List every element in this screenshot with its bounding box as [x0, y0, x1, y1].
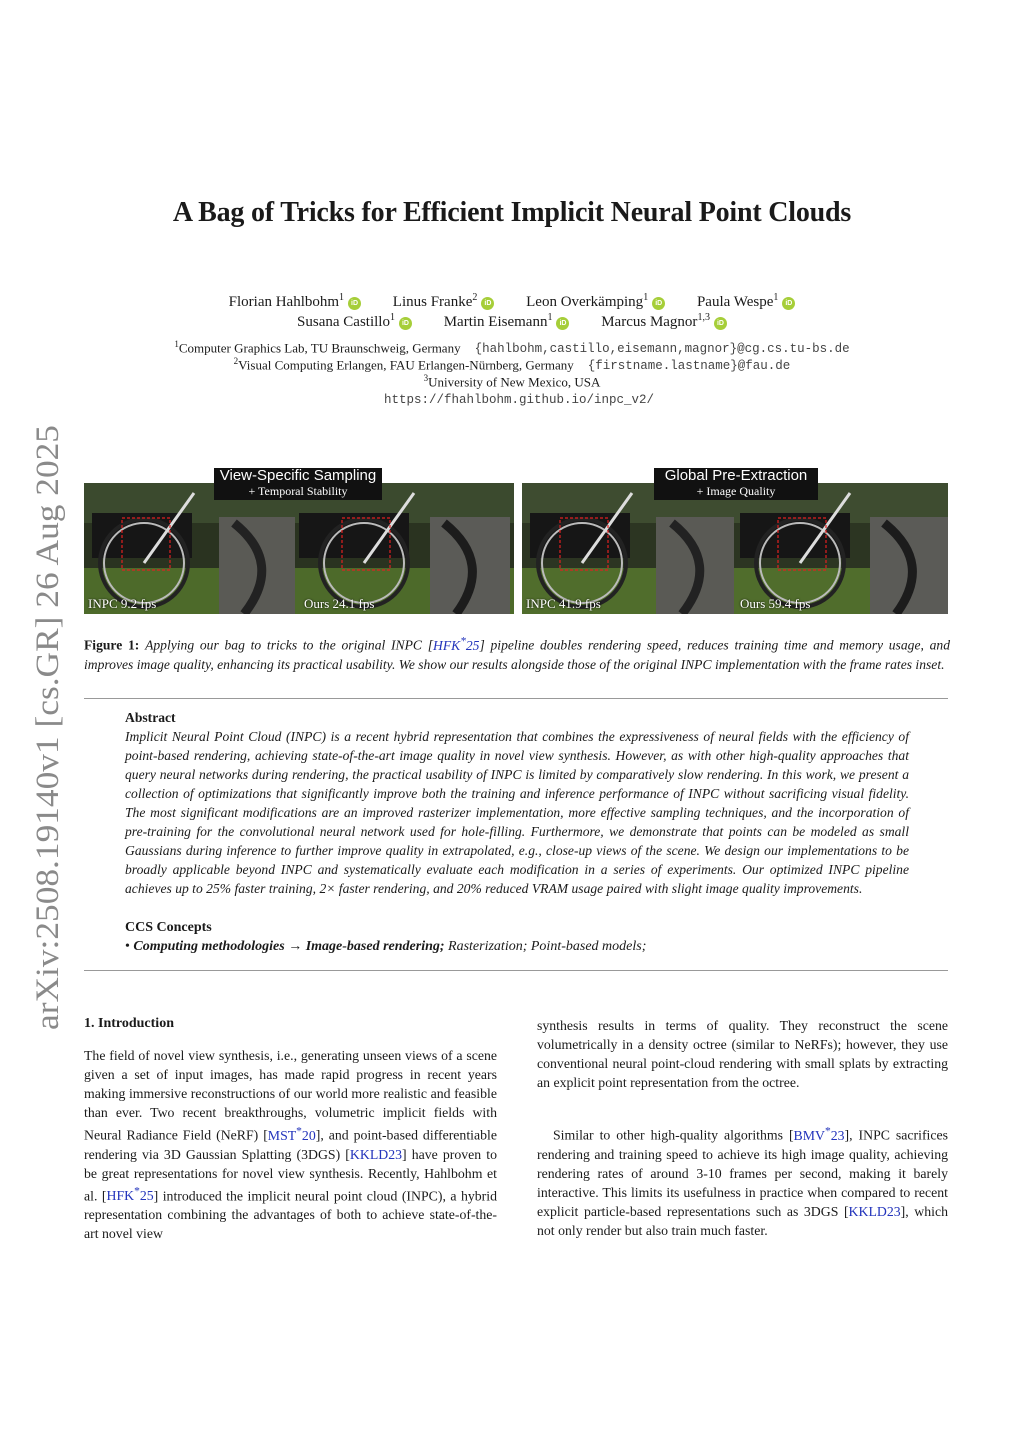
- orcid-icon[interactable]: iD: [481, 297, 494, 310]
- author: Marcus Magnor$^{1,3}$iD: [601, 312, 727, 331]
- orcid-icon[interactable]: iD: [556, 317, 569, 330]
- affiliation: $^1$Computer Graphics Lab, TU Braunschweig, Germany {hahlbohm,castillo,eisemann,magnor}@cg.cs.tu-bs.de: [174, 339, 850, 357]
- figure-right-header: Global Pre-Extraction + Image Quality: [654, 468, 818, 500]
- paragraph: synthesis results in terms of quality. They reconstruct the scene volumetrically in a density octree (similar to NeRFs); however, they use conventional neural point-cloud rendering with small splats by extracting an explicit point representation from the octree.: [537, 1018, 948, 1090]
- email: {firstname.lastname}@fau.de: [587, 359, 791, 374]
- affiliation: $^3$University of New Mexico, USA: [423, 373, 601, 390]
- author: Susana Castillo$^1$iD: [297, 312, 412, 331]
- fps-label: Ours 59.4 fps: [740, 596, 811, 611]
- figure-image-left: [84, 483, 514, 614]
- ccs-heading: CCS Concepts: [125, 920, 212, 935]
- abstract-text: Implicit Neural Point Cloud (INPC) is a recent hybrid representation that combines the expressiveness of neural fields with the efficiency of point-based rendering, achieving state-of-the-art image quality in novel view synthesis. However, as with other high-quality approaches that query neural networks during rendering, the practical usability of INPC is limited by comparatively slow rendering. In this work, we present a collection of optimizations that significantly improve both the training and inference performance of INPC without sacrificing visual fidelity. The most significant modifications are an improved rasterizer implementation, more effective sampling techniques, and the incorporation of pre-training for the convolutional neural network used for hole-filling. Furthermore, we demonstrate that points can be modeled as small Gaussians during inference to further improve quality in extrapolated, e.g., close-up views of the scene. We design our implementations to be broadly applicable beyond INPC and systematically evaluate each modification in a series of experiments. Our optimized INPC pipeline achieves up to 25% faster training, 2× faster rendering, and 20% reduced VRAM usage paired with slight image quality improvements.: [125, 729, 909, 896]
- affiliation: $^2$Visual Computing Erlangen, FAU Erlangen-Nürnberg, Germany {firstname.lastname}@fau.de: [233, 356, 791, 374]
- authors-line-1: [0, 292, 1024, 311]
- bike-scene-image: [84, 483, 514, 614]
- orcid-icon[interactable]: iD: [782, 297, 795, 310]
- fps-label: INPC 41.9 fps: [526, 596, 601, 611]
- bike-scene-image: [522, 483, 948, 614]
- divider: [84, 698, 948, 699]
- fps-label: Ours 24.1 fps: [304, 596, 375, 611]
- fps-label: INPC 9.2 fps: [88, 596, 157, 611]
- section-heading: 1. Introduction: [84, 1016, 174, 1031]
- author: Paula Wespe$^1$iD: [697, 292, 795, 311]
- authors-line-2: [0, 312, 1024, 331]
- arxiv-id: arXiv:2508.19140v1 [cs.GR] 26 Aug 2025: [30, 465, 66, 1030]
- project-url-link[interactable]: https://fhahlbohm.github.io/inpc_v2/: [383, 393, 655, 407]
- abstract-heading: Abstract: [125, 710, 176, 725]
- orcid-icon[interactable]: iD: [348, 297, 361, 310]
- orcid-icon[interactable]: iD: [714, 317, 727, 330]
- arxiv-stamp: [8, 420, 68, 1030]
- author: Leon Overkämping$^1$iD: [526, 292, 665, 311]
- paragraph: The field of novel view synthesis, i.e., generating unseen views of a scene given a set of input images, has made rapid progress in recent years making immersive reconstructions of our world more realistic and feasible than ever. Two recent breakthroughs, volumetric implicit fields with Neural Radiance Field (NeRF) [MST*20], and point-based differentiable rendering via 3D Gaussian Splatting (3DGS) [KKLD23] have proven to be great representations for novel view synthesis. Recently, Hahlbohm et al. [HFK*25] introduced the implicit neural point cloud (INPC), a hybrid representation combining the advantages of both to achieve state-of-the-art novel view: [84, 1048, 498, 1242]
- citation-link[interactable]: BMV*23: [793, 1125, 845, 1143]
- caption-label: Figure 1:: [84, 637, 140, 653]
- figure-caption: Figure 1: Applying our bag to tricks to the original INPC [HFK*25] pipeline doubles rendering speed, reduces training time and memory usage, and improves image quality, enhancing its practical usability. We show our results alongside those of the original INPC implementation with the frame rates inset.: [84, 635, 950, 672]
- citation-link[interactable]: KKLD23: [349, 1146, 403, 1162]
- author: Martin Eisemann$^1$iD: [444, 312, 570, 331]
- citation-link[interactable]: KKLD23: [848, 1203, 901, 1219]
- author: Florian Hahlbohm$^1$iD: [229, 292, 361, 311]
- orcid-icon[interactable]: iD: [399, 317, 412, 330]
- citation-link[interactable]: HFK*25: [433, 635, 480, 653]
- orcid-icon[interactable]: iD: [652, 297, 665, 310]
- project-url-line: [0, 391, 1024, 407]
- paper-title: A Bag of Tricks for Efficient Implicit Neural Point Clouds: [172, 197, 852, 228]
- intro-column-right: [537, 1122, 948, 1240]
- citation-link[interactable]: HFK*25: [106, 1185, 154, 1204]
- figure-image-right: [522, 483, 948, 614]
- divider: [84, 970, 948, 971]
- figure-1: [84, 468, 948, 616]
- paragraph: Similar to other high-quality algorithms [BMV*23], INPC sacrifices rendering and training speed to achieve its high image quality, achieving rendering rates of around 3-10 frames per second, making it barely interactive. This limits its usefulness in practice when compared to recent explicit particle-based representations such as 3DGS [KKLD23], which not only render but also train much faster.: [537, 1125, 949, 1238]
- ccs-concepts: • Computing methodologies → Image-based rendering; Rasterization; Point-based models;: [125, 939, 647, 954]
- citation-link[interactable]: MST*20: [267, 1125, 316, 1143]
- email: {hahlbohm,castillo,eisemann,magnor}@cg.cs.tu-bs.de: [474, 342, 850, 357]
- intro-column-right: [537, 1016, 948, 1092]
- abstract: [125, 708, 909, 898]
- intro-column-left: [84, 1046, 497, 1243]
- author: Linus Franke$^2$iD: [393, 292, 495, 311]
- figure-left-header: View-Specific Sampling + Temporal Stability: [214, 468, 382, 500]
